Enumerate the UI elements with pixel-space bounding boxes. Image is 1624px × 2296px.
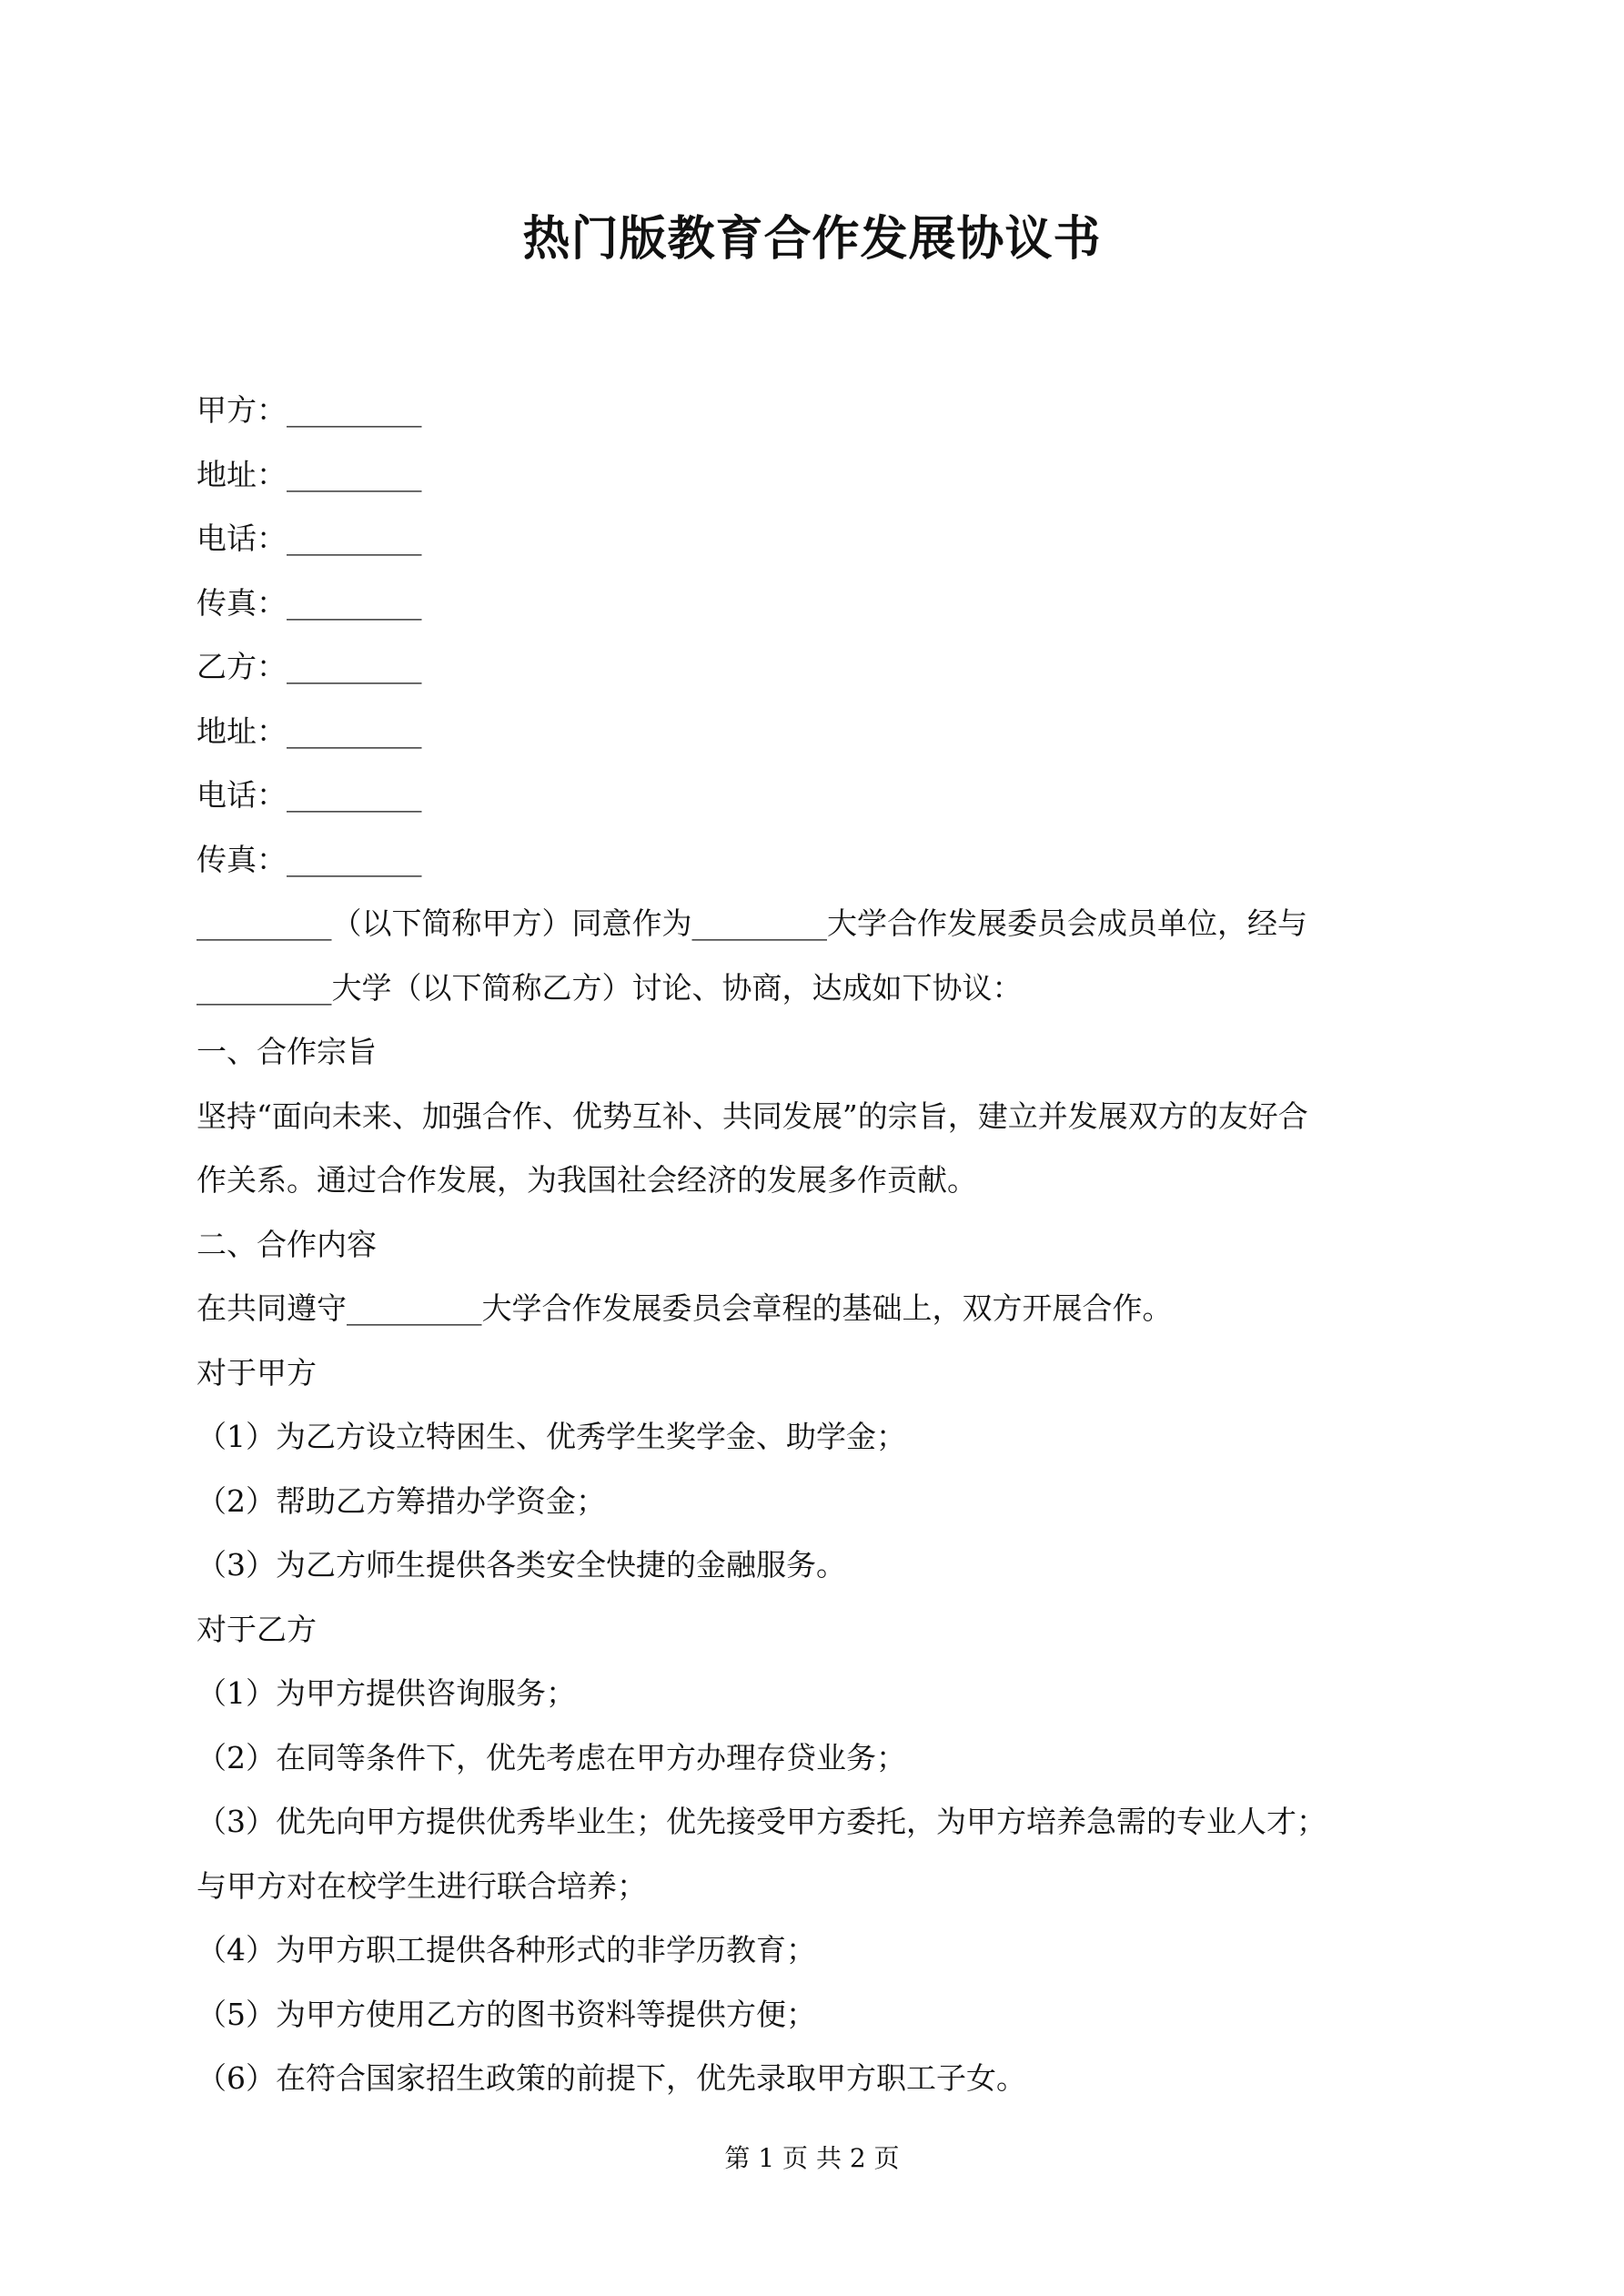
party-a-obligation-3: （3）为乙方师生提供各类安全快捷的金融服务。 (197, 1547, 846, 1583)
intro-paragraph-line-2: _________大学（以下简称乙方）讨论、协商，达成如下协议： (197, 969, 1023, 1006)
party-b-obligation-2: （2）在同等条件下，优先考虑在甲方办理存贷业务； (197, 1739, 906, 1775)
content-paragraph: 在共同遵守_________大学合作发展委员会章程的基础上，双方开展合作。 (197, 1290, 1173, 1326)
party-a-name-line: 甲方：_________ (197, 392, 422, 428)
party-b-obligation-1: （1）为甲方提供咨询服务； (197, 1675, 576, 1711)
party-a-obligations-heading: 对于甲方 (197, 1354, 317, 1391)
document-title: 热门版教育合作发展协议书 (522, 211, 1102, 267)
party-b-obligation-4: （4）为甲方职工提供各种形式的非学历教育； (197, 1932, 816, 1967)
document-body (197, 379, 1443, 2111)
party-b-obligation-6: （6）在符合国家招生政策的前提下，优先录取甲方职工子女。 (197, 2060, 1026, 2096)
party-b-fax-line: 传真：_________ (197, 841, 422, 877)
intro-paragraph-line-1: _________（以下简称甲方）同意作为_________大学合作发展委员会成员单位，经与 (197, 905, 1307, 941)
party-a-obligation-1: （1）为乙方设立特困生、优秀学生奖学金、助学金； (197, 1419, 906, 1454)
party-a-address-line: 地址：_________ (197, 456, 422, 492)
purpose-paragraph-line-2: 作关系。通过合作发展，为我国社会经济的发展多作贡献。 (197, 1162, 977, 1198)
party-a-fax-line: 传真：_________ (197, 584, 422, 621)
party-a-phone-line: 电话：_________ (197, 521, 422, 556)
section-heading-purpose: 一、合作宗旨 (197, 1034, 377, 1069)
party-b-name-line: 乙方：_________ (197, 649, 422, 684)
party-b-obligations-heading: 对于乙方 (197, 1611, 317, 1647)
party-b-address-line: 地址：_________ (197, 713, 422, 749)
page-number-footer: 第 1 页 共 2 页 (724, 2143, 900, 2173)
party-b-phone-line: 电话：_________ (197, 777, 422, 813)
party-b-obligation-5: （5）为甲方使用乙方的图书资料等提供方便； (197, 1996, 816, 2032)
purpose-paragraph-line-1: 坚持“面向未来、加强合作、优势互补、共同发展”的宗旨，建立并发展双方的友好合 (197, 1097, 1308, 1134)
party-a-obligation-2: （2）帮助乙方筹措办学资金； (197, 1482, 606, 1519)
party-b-obligation-3-line-2: 与甲方对在校学生进行联合培养； (197, 1867, 647, 1904)
party-b-obligation-3-line-1: （3）优先向甲方提供优秀毕业生；优先接受甲方委托，为甲方培养急需的专业人才； (197, 1804, 1326, 1839)
section-heading-content: 二、合作内容 (197, 1226, 377, 1262)
